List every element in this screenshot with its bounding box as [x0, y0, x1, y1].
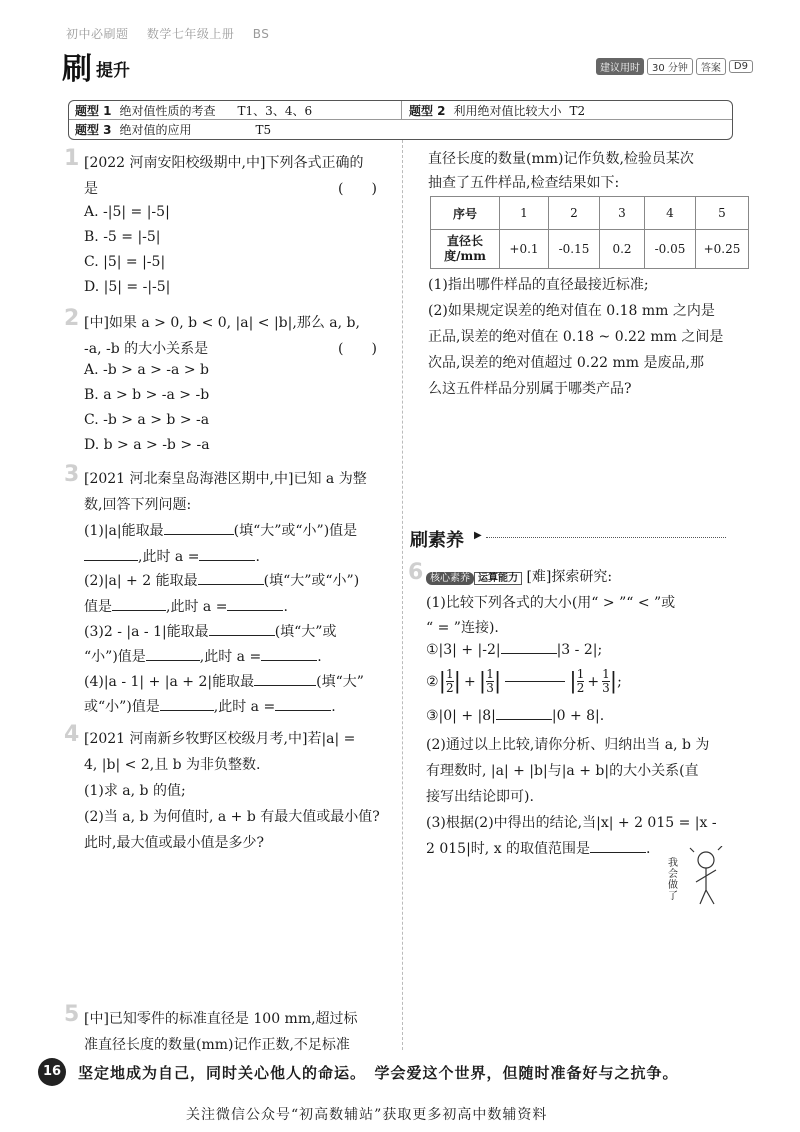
fraction-den: 2 — [445, 681, 454, 695]
answer-blank[interactable] — [496, 719, 552, 720]
fraction — [446, 668, 454, 695]
divider — [401, 101, 402, 120]
fraction-den: 3 — [486, 681, 494, 695]
answer-blank[interactable] — [227, 610, 283, 611]
section-char: 刷 — [62, 52, 92, 87]
q6-text: ② — [426, 673, 439, 690]
motto: 坚定地成为自己，同时关心他人的命运。 学会爱这个世界，但随时准备好与之抗争。 — [78, 1064, 679, 1082]
bottom-note: 关注微信公众号“初高数辅站”获取更多初高中数辅资料 — [186, 1107, 548, 1123]
q3-text: (2)|a| + 2 能取最 — [84, 573, 198, 589]
question-number: 6 — [408, 560, 424, 585]
answer-blank[interactable] — [199, 560, 255, 561]
option-a: A. -b > a > -a > b — [84, 362, 209, 378]
answer-blank[interactable] — [505, 681, 565, 682]
fraction — [486, 668, 494, 695]
q3-part-4b: 或“小”)值是 ,此时 a = . — [84, 699, 336, 715]
q5-part-2: (2)如果规定误差的绝对值在 0.18 mm 之内是 — [428, 303, 715, 319]
book-edition: BS — [252, 27, 270, 41]
q3-text: (填“大”或“小”)值是 — [233, 523, 358, 539]
q6-part-2: 有理数时, |a| + |b|与|a + b|的大小关系(直 — [426, 763, 699, 779]
q1-line: [2022 河南安阳校级期中,中]下列各式正确的 — [84, 155, 364, 171]
table-header-text: 度/mm — [444, 249, 486, 263]
type-row-3 — [75, 121, 271, 138]
question-number: 4 — [64, 722, 80, 747]
q3-part-3b: “小”)值是 ,此时 a = . — [84, 649, 322, 665]
ability-badge: 运算能力 — [474, 572, 522, 585]
table-cell: 4 — [645, 197, 696, 230]
q4-line: [2021 河南新乡牧野区校级月考,中]若|a| = — [84, 731, 356, 747]
q1-line: 是 — [84, 181, 98, 197]
q3-text: (4)|a - 1| + |a + 2|能取最 — [84, 674, 255, 690]
q5-line: [中]已知零件的标准直径是 100 mm,超过标 — [84, 1011, 358, 1027]
fraction — [577, 668, 585, 695]
book-header — [66, 25, 283, 42]
cartoon-head — [698, 852, 714, 868]
answer-blank[interactable] — [590, 852, 646, 853]
fraction-num: 1 — [486, 667, 494, 681]
option-c: C. -b > a > b > -a — [84, 412, 210, 428]
answer-blank[interactable] — [164, 534, 234, 535]
table-cell: 0.2 — [600, 230, 645, 269]
answer-blank[interactable] — [146, 660, 200, 661]
q3-text: (填“大”或 — [274, 624, 337, 640]
answer-paren: ( ) — [338, 341, 377, 357]
answer-blank[interactable] — [209, 635, 275, 636]
option-d: D. |5| = -|-5| — [84, 279, 171, 295]
type-label: 题型 2 — [409, 104, 446, 118]
q3-line: 数,回答下列问题: — [84, 497, 192, 513]
book-subject: 数学七年级上册 — [146, 27, 235, 41]
q5-line: 抽查了五件样品,检查结果如下: — [428, 175, 620, 191]
page-number: 16 — [38, 1058, 66, 1086]
table-header-text: 直径长 — [446, 234, 483, 248]
q6-head — [426, 566, 612, 586]
fraction-den: 2 — [576, 681, 585, 695]
q3-part-2b: 值是 ,此时 a = . — [84, 599, 288, 615]
type-label: 题型 1 — [75, 104, 112, 118]
answer-blank[interactable] — [84, 560, 138, 561]
q4-part-2: (2)当 a, b 为何值时, a + b 有最大值或最小值? — [84, 809, 380, 825]
cartoon-caption: 我会做了 — [668, 858, 678, 902]
table-header: 序号 — [431, 197, 500, 230]
type-desc: 利用绝对值比较大小 — [453, 104, 562, 118]
table-row — [431, 197, 749, 230]
type-items: T2 — [569, 103, 586, 118]
q4-part-2: 此时,最大值或最小值是多少? — [84, 835, 264, 851]
q6-head-text: [难]探索研究: — [526, 569, 613, 585]
q4-line: 4, |b| < 2,且 b 为非负整数. — [84, 757, 261, 773]
q5-part-1: (1)指出哪件样品的直径最接近标准; — [428, 277, 649, 293]
answer-blank[interactable] — [198, 584, 264, 585]
answer-blank[interactable] — [275, 710, 331, 711]
table-cell: +0.1 — [500, 230, 549, 269]
option-a: A. -|5| = |-5| — [84, 204, 170, 220]
question-number: 1 — [64, 146, 80, 171]
table-cell: 2 — [549, 197, 600, 230]
answer-page: D9 — [729, 60, 753, 73]
q6-part-1: (1)比较下列各式的大小(用“ > ”“ < ”或 — [426, 595, 676, 611]
answer-blank[interactable] — [501, 653, 557, 654]
book-series: 初中必刷题 — [66, 27, 129, 41]
answer-blank[interactable] — [112, 610, 166, 611]
option-c: C. |5| = |-5| — [84, 254, 166, 270]
fraction-num: 1 — [602, 667, 610, 681]
q6-part-3: (3)根据(2)中得出的结论,当|x| + 2 015 = |x - — [426, 815, 717, 831]
time-suggestion — [596, 58, 753, 75]
table-cell: -0.15 — [549, 230, 600, 269]
q4-part-1: (1)求 a, b 的值; — [84, 783, 186, 799]
table-cell: -0.05 — [645, 230, 696, 269]
dotted-rule — [486, 537, 726, 538]
q6-part-2: (2)通过以上比较,请你分析、归纳出当 a, b 为 — [426, 737, 710, 753]
column-divider — [402, 140, 403, 1050]
answer-label: 答案 — [696, 58, 726, 75]
q6-compare-2: ② | $\frac{1}{2}$ | + | $\frac{1}{3}$ | | $\frac{1}{2}$ + $\frac{1}{3}$ | ; — [426, 667, 622, 695]
type-desc: 绝对值的应用 — [119, 123, 192, 137]
fraction-den: 3 — [602, 681, 610, 695]
time-value: 30 分钟 — [647, 58, 693, 75]
q6-part-1: “ = ”连接). — [426, 620, 499, 636]
q3-line: [2021 河北秦皇岛海港区期中,中]已知 a 为整 — [84, 471, 367, 487]
type-items: T5 — [255, 122, 272, 137]
q6-part-2: 接写出结论即可). — [426, 789, 534, 805]
q3-text: ,此时 a = — [166, 599, 228, 615]
q3-text: (1)|a|能取最 — [84, 523, 164, 539]
question-type-table — [68, 100, 733, 140]
option-d: D. b > a > -b > -a — [84, 437, 210, 453]
q5-line: 直径长度的数量(mm)记作负数,检验员某次 — [428, 151, 694, 167]
q3-part-1b: ,此时 a = . — [84, 546, 260, 566]
option-b: B. -5 = |-5| — [84, 229, 161, 245]
option-b: B. a > b > -a > -b — [84, 387, 210, 403]
q3-text: ,此时 a = — [213, 699, 276, 715]
type-label: 题型 3 — [75, 123, 112, 137]
cartoon-sparkle — [690, 846, 722, 852]
section-heading: 刷素养 — [410, 530, 464, 551]
q3-text: (填“大” — [316, 674, 364, 690]
q5-part-2: 正品,误差的绝对值在 0.18 ~ 0.22 mm 之间是 — [428, 329, 724, 345]
q2-line: -a, -b 的大小关系是 — [84, 341, 209, 357]
q3-part-4 — [84, 671, 364, 691]
q6-part-3: 2 015|时, x 的取值范围是 . — [426, 841, 651, 857]
core-literacy-badge: 核心素养 — [426, 572, 474, 585]
q5-part-2: 么这五件样品分别属于哪类产品? — [428, 381, 632, 397]
q6-text: ③|0| + |8| — [426, 708, 496, 724]
sample-table — [430, 196, 749, 269]
fraction-num: 1 — [576, 667, 585, 681]
answer-blank[interactable] — [254, 685, 316, 686]
answer-blank[interactable] — [160, 710, 214, 711]
q6-text: |0 + 8|. — [551, 708, 605, 724]
q2-line: [中]如果 a > 0, b < 0, |a| < |b|,那么 a, b, — [84, 315, 360, 331]
type-desc: 绝对值性质的考查 — [119, 104, 216, 118]
type-items: T1、3、4、6 — [237, 104, 313, 118]
q3-text: (填“大”或“小”) — [263, 573, 360, 589]
fraction-num: 1 — [445, 667, 454, 681]
q3-text: 值是 — [84, 599, 112, 615]
table-cell: 1 — [500, 197, 549, 230]
table-cell: 3 — [600, 197, 645, 230]
q6-text: |3 - 2|; — [556, 642, 603, 658]
q6-text: ①|3| + |-2| — [426, 642, 501, 658]
q3-text: (3)2 - |a - 1|能取最 — [84, 624, 209, 640]
arrow-icon: ▶ — [474, 530, 482, 541]
q3-text: ,此时 a = — [199, 649, 262, 665]
fraction — [602, 668, 610, 695]
q3-text: ,此时 a = — [138, 549, 200, 565]
q3-part-1 — [84, 520, 357, 540]
section-title: 提升 — [96, 61, 130, 81]
q3-text: “小”)值是 — [84, 649, 146, 665]
table-row — [431, 230, 749, 269]
q6-compare-1 — [426, 642, 602, 658]
q3-text: 或“小”)值是 — [84, 699, 160, 715]
table-cell: 5 — [696, 197, 749, 230]
type-row-2 — [409, 102, 585, 119]
type-row-1 — [75, 102, 312, 119]
answer-paren: ( ) — [338, 181, 377, 197]
time-label: 建议用时 — [596, 58, 644, 75]
cartoon-body — [696, 868, 716, 904]
question-number: 2 — [64, 306, 80, 331]
q3-part-3 — [84, 621, 336, 641]
q3-part-2 — [84, 570, 359, 590]
q6-text: 2 015|时, x 的取值范围是 — [426, 841, 591, 857]
table-cell: +0.25 — [696, 230, 749, 269]
table-header — [431, 230, 500, 269]
q5-line: 准直径长度的数量(mm)记作正数,不足标准 — [84, 1037, 350, 1053]
question-number: 3 — [64, 462, 80, 487]
question-number: 5 — [64, 1002, 80, 1027]
q6-compare-3 — [426, 708, 604, 724]
q5-part-2: 次品,误差的绝对值超过 0.22 mm 是废品,那 — [428, 355, 704, 371]
answer-blank[interactable] — [261, 660, 317, 661]
